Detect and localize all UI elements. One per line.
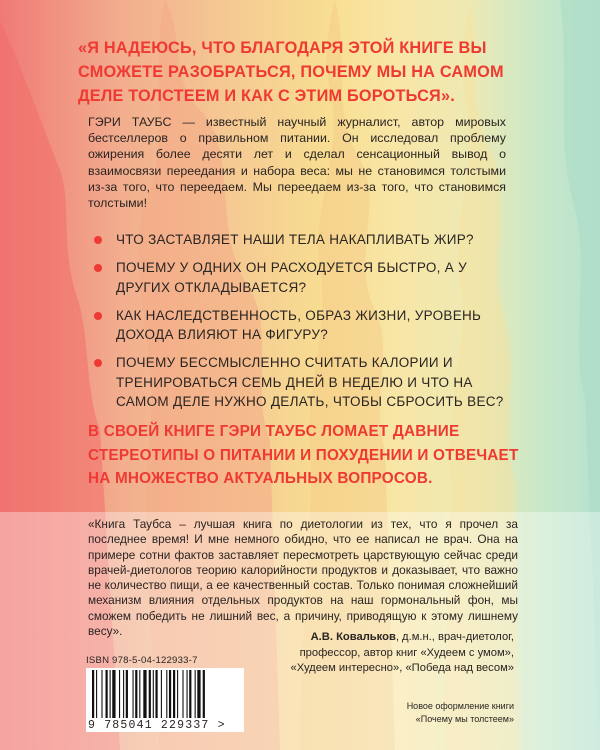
reviewer-line-2: профессор, автор книг «Худеем с умом», bbox=[299, 646, 514, 659]
barcode-stripe bbox=[195, 670, 196, 718]
barcode-stripe bbox=[203, 670, 205, 718]
barcode-stripe bbox=[96, 670, 97, 718]
bullet-icon bbox=[94, 312, 102, 320]
barcode-stripe bbox=[123, 670, 124, 718]
question-item bbox=[94, 353, 524, 412]
book-quote: «Я НАДЕЮСЬ, ЧТО БЛАГОДАРЯ ЭТОЙ КНИГЕ ВЫ СМОЖЕТЕ РАЗОБРАТЬСЯ, ПОЧЕМУ МЫ НА САМОМ ДЕЛЕ ТОЛСТЕЕМ И КАК С ЭТИМ БОРОТЬСЯ». bbox=[78, 39, 504, 105]
barcode-stripe bbox=[135, 670, 137, 718]
barcode-stripe bbox=[197, 670, 200, 718]
barcode-stripe bbox=[106, 670, 108, 718]
bullet-icon bbox=[94, 264, 102, 272]
expert-review: «Книга Таубса – лучшая книга по диетологии из тех, что я прочел за последнее время! И мне немного обидно, что ее написал не врач. Она на примере сотни фактов заставляет пересмотреть царствующую сейчас среди врачей-диетологов теорию калорийности продуктов и доказывает, что важно не количество пищи, а ее качественный состав. Только понимая сложнейший механизм влияния отдельных продуктов на наш гормональный фон, мы сможем победить не лишний вес, а причину, приводящую к этому лишнему весу». bbox=[88, 517, 518, 639]
barcode-stripe bbox=[119, 670, 120, 718]
book-summary: В СВОЕЙ КНИГЕ ГЭРИ ТАУБС ЛОМАЕТ ДАВНИЕ СТЕРЕОТИПЫ О ПИТАНИИ И ПОХУДЕНИИ И ОТВЕЧАЕТ НА МНОЖЕСТВО АКТУАЛЬНЫХ ВОПРОСОВ. bbox=[88, 423, 519, 487]
edition-note bbox=[407, 700, 514, 726]
question-item bbox=[94, 306, 524, 345]
barcode-block bbox=[86, 655, 244, 732]
edition-line-1: Новое оформление книги bbox=[406, 701, 514, 711]
barcode-stripe bbox=[169, 670, 171, 718]
barcode-stripe bbox=[126, 670, 128, 718]
question-text: ЧТО ЗАСТАВЛЯЕТ НАШИ ТЕЛА НАКАПЛИВАТЬ ЖИР? bbox=[116, 232, 474, 247]
barcode-stripe bbox=[110, 670, 111, 718]
barcode-stripe bbox=[166, 670, 167, 718]
bullet-icon bbox=[94, 236, 102, 244]
barcode-digits: 9 785041 229337 > bbox=[86, 719, 244, 732]
question-item bbox=[94, 230, 524, 250]
reviewer-line-1 bbox=[291, 630, 515, 646]
barcode-stripe bbox=[182, 670, 183, 718]
barcode-stripe bbox=[92, 670, 94, 718]
barcode-stripe bbox=[101, 670, 102, 718]
question-text: ПОЧЕМУ У ОДНИХ ОН РАСХОДУЕТСЯ БЫСТРО, А У ДРУГИХ ОТКЛАДЫВАЕТСЯ? bbox=[116, 260, 467, 295]
barcode-stripe bbox=[139, 670, 140, 718]
reviewer-line-3: «Худеем интересно», «Победа над весом» bbox=[290, 662, 514, 675]
question-text: ПОЧЕМУ БЕССМЫСЛЕННО СЧИТАТЬ КАЛОРИИ И ТРЕНИРОВАТЬСЯ СЕМЬ ДНЕЙ В НЕДЕЛЮ И ЧТО НА САМОМ ДЕЛЕ НУЖНО ДЕЛАТЬ, ЧТОБЫ СБРОСИТЬ ВЕС? bbox=[116, 355, 504, 409]
question-item bbox=[94, 258, 524, 297]
bullet-icon bbox=[94, 359, 102, 367]
barcode-stripe bbox=[187, 670, 188, 718]
barcode-stripe bbox=[153, 670, 154, 718]
barcode-icon bbox=[86, 668, 244, 720]
barcode-stripe bbox=[133, 670, 134, 718]
author-bio: ГЭРИ ТАУБС — известный научный журналист, автор мировых бестселлеров о правильном питании. Он исследовал проблему ожирения более десяти лет и сделал сенсационный вывод о взаимосвязи переедания и набора веса: мы не становимся толстыми из-за того, что переедаем. Мы переедаем из-за того, что становимся толстыми! bbox=[88, 115, 506, 211]
barcode-stripe bbox=[155, 670, 157, 718]
reviewer-credit bbox=[291, 630, 515, 677]
isbn-text: ISBN 978-5-04-122933-7 bbox=[86, 655, 198, 666]
barcode-stripe bbox=[173, 670, 175, 718]
barcode-stripe bbox=[177, 670, 178, 718]
barcode-stripe bbox=[161, 670, 162, 718]
question-list bbox=[94, 230, 524, 420]
barcode-stripe bbox=[189, 670, 191, 718]
barcode-stripe bbox=[112, 670, 115, 718]
question-text: КАК НАСЛЕДСТВЕННОСТЬ, ОБРАЗ ЖИЗНИ, УРОВЕНЬ ДОХОДА ВЛИЯЮТ НА ФИГУРУ? bbox=[116, 307, 482, 342]
barcode-stripe bbox=[143, 670, 146, 718]
edition-line-2: «Почему мы толстеем» bbox=[415, 714, 514, 724]
reviewer-title: , д.м.н., врач-диетолог, bbox=[395, 631, 514, 643]
reviewer-name: А.В. Ковальков bbox=[310, 631, 396, 643]
barcode-stripe bbox=[149, 670, 151, 718]
